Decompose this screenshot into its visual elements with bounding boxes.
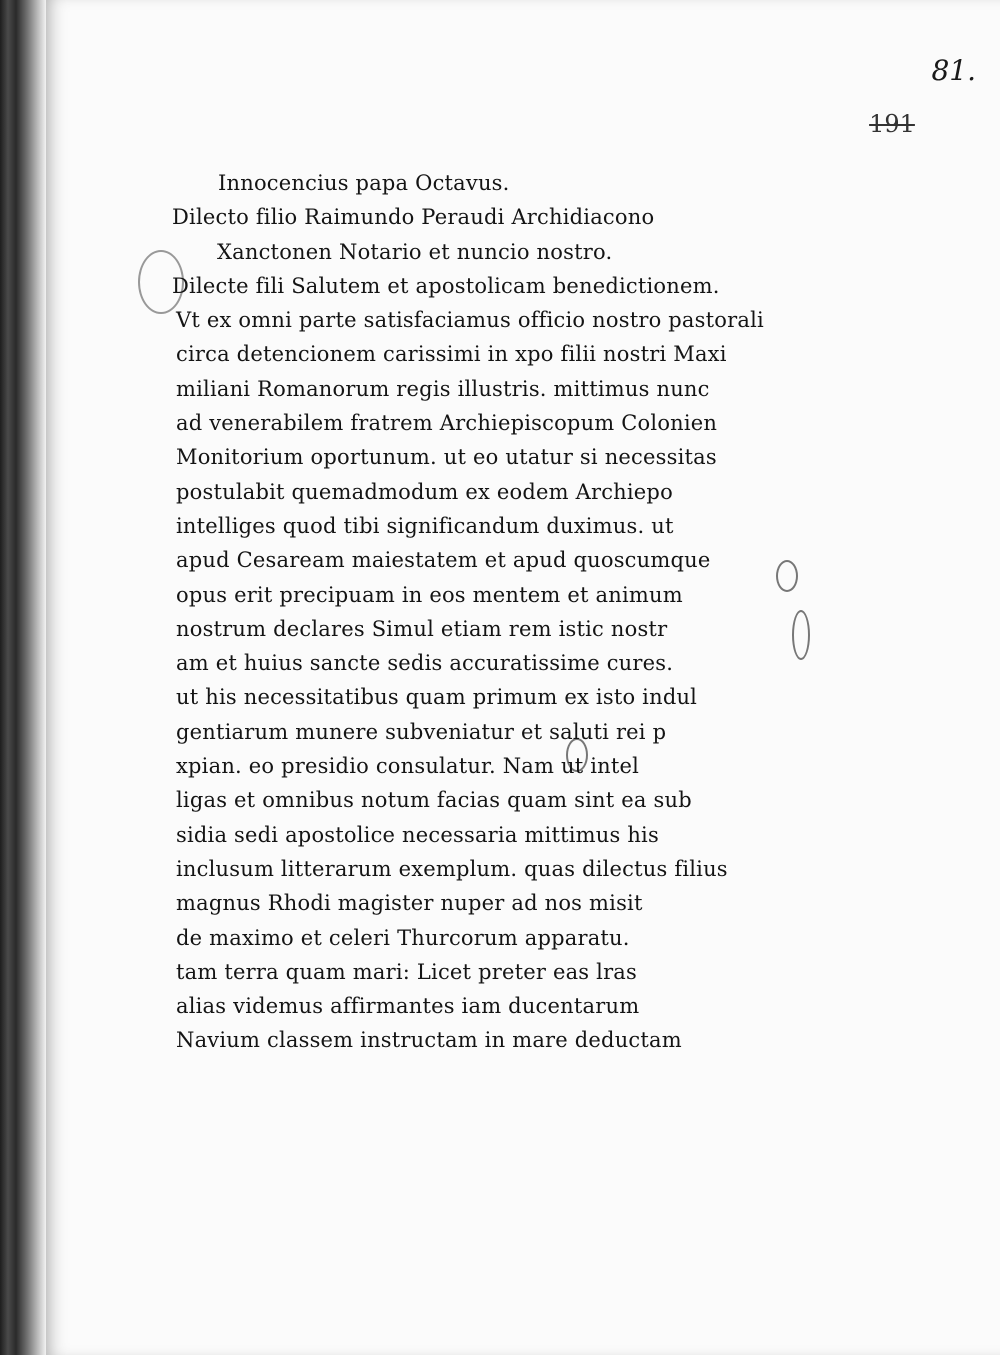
text-line: de maximo et celeri Thurcorum apparatu. [176, 925, 630, 950]
text-line: Navium classem instructam in mare deductam [176, 1028, 682, 1053]
text-line: Xanctonen Notario et nuncio nostro. [217, 239, 613, 264]
text-line: Dilecte fili Salutem et apostolicam benedictionem. [172, 273, 720, 298]
manuscript-heading: Innocencius papa Octavus. [218, 171, 510, 195]
text-line: inclusum litterarum exemplum. quas dilectus filius [176, 856, 728, 881]
text-line: xpian. eo presidio consulatur. Nam ut intel [176, 754, 640, 779]
folio-number: 81. [931, 54, 976, 87]
text-line: Vt ex omni parte satisfaciamus officio nostro pastorali [176, 308, 764, 333]
text-line: ad venerabilem fratrem Archiepiscopum Colonien [176, 411, 718, 436]
text-line: postulabit quemadmodum ex eodem Archiepo [176, 479, 673, 504]
text-line: alias videmus affirmantes iam ducentarum [176, 994, 640, 1019]
text-line: Monitorium oportunum. ut eo utatur si necessitas [176, 445, 717, 470]
text-line: circa detencionem carissimi in xpo filii nostri Maxi [176, 342, 727, 367]
text-line: magnus Rhodi magister nuper ad nos misit [176, 891, 643, 916]
text-line: apud Cesaream maiestatem et apud quoscumque [176, 548, 711, 573]
text-line: ligas et omnibus notum facias quam sint ea sub [176, 788, 692, 813]
text-line: tam terra quam mari: Licet preter eas lras [176, 959, 638, 984]
manuscript-page [46, 0, 1000, 1355]
text-line: nostrum declares Simul etiam rem istic nostr [176, 616, 668, 641]
text-line: ut his necessitatibus quam primum ex isto indul [176, 685, 698, 710]
text-line: opus erit precipuam in eos mentem et animum [176, 582, 683, 607]
text-line: miliani Romanorum regis illustris. mittimus nunc [176, 376, 710, 401]
book-binding-edge [0, 0, 46, 1355]
text-line: gentiarum munere subveniatur et saluti rei p [176, 719, 667, 744]
text-line: am et huius sancte sedis accuratissime cures. [176, 651, 674, 676]
text-line: intelliges quod tibi significandum duximus. ut [176, 513, 674, 538]
text-line: sidia sedi apostolice necessaria mittimus his [176, 822, 659, 847]
text-line: Dilecto filio Raimundo Peraudi Archidiacono [172, 205, 655, 230]
old-folio-number-struck: 191 [869, 110, 915, 138]
manuscript-text [172, 166, 852, 1058]
